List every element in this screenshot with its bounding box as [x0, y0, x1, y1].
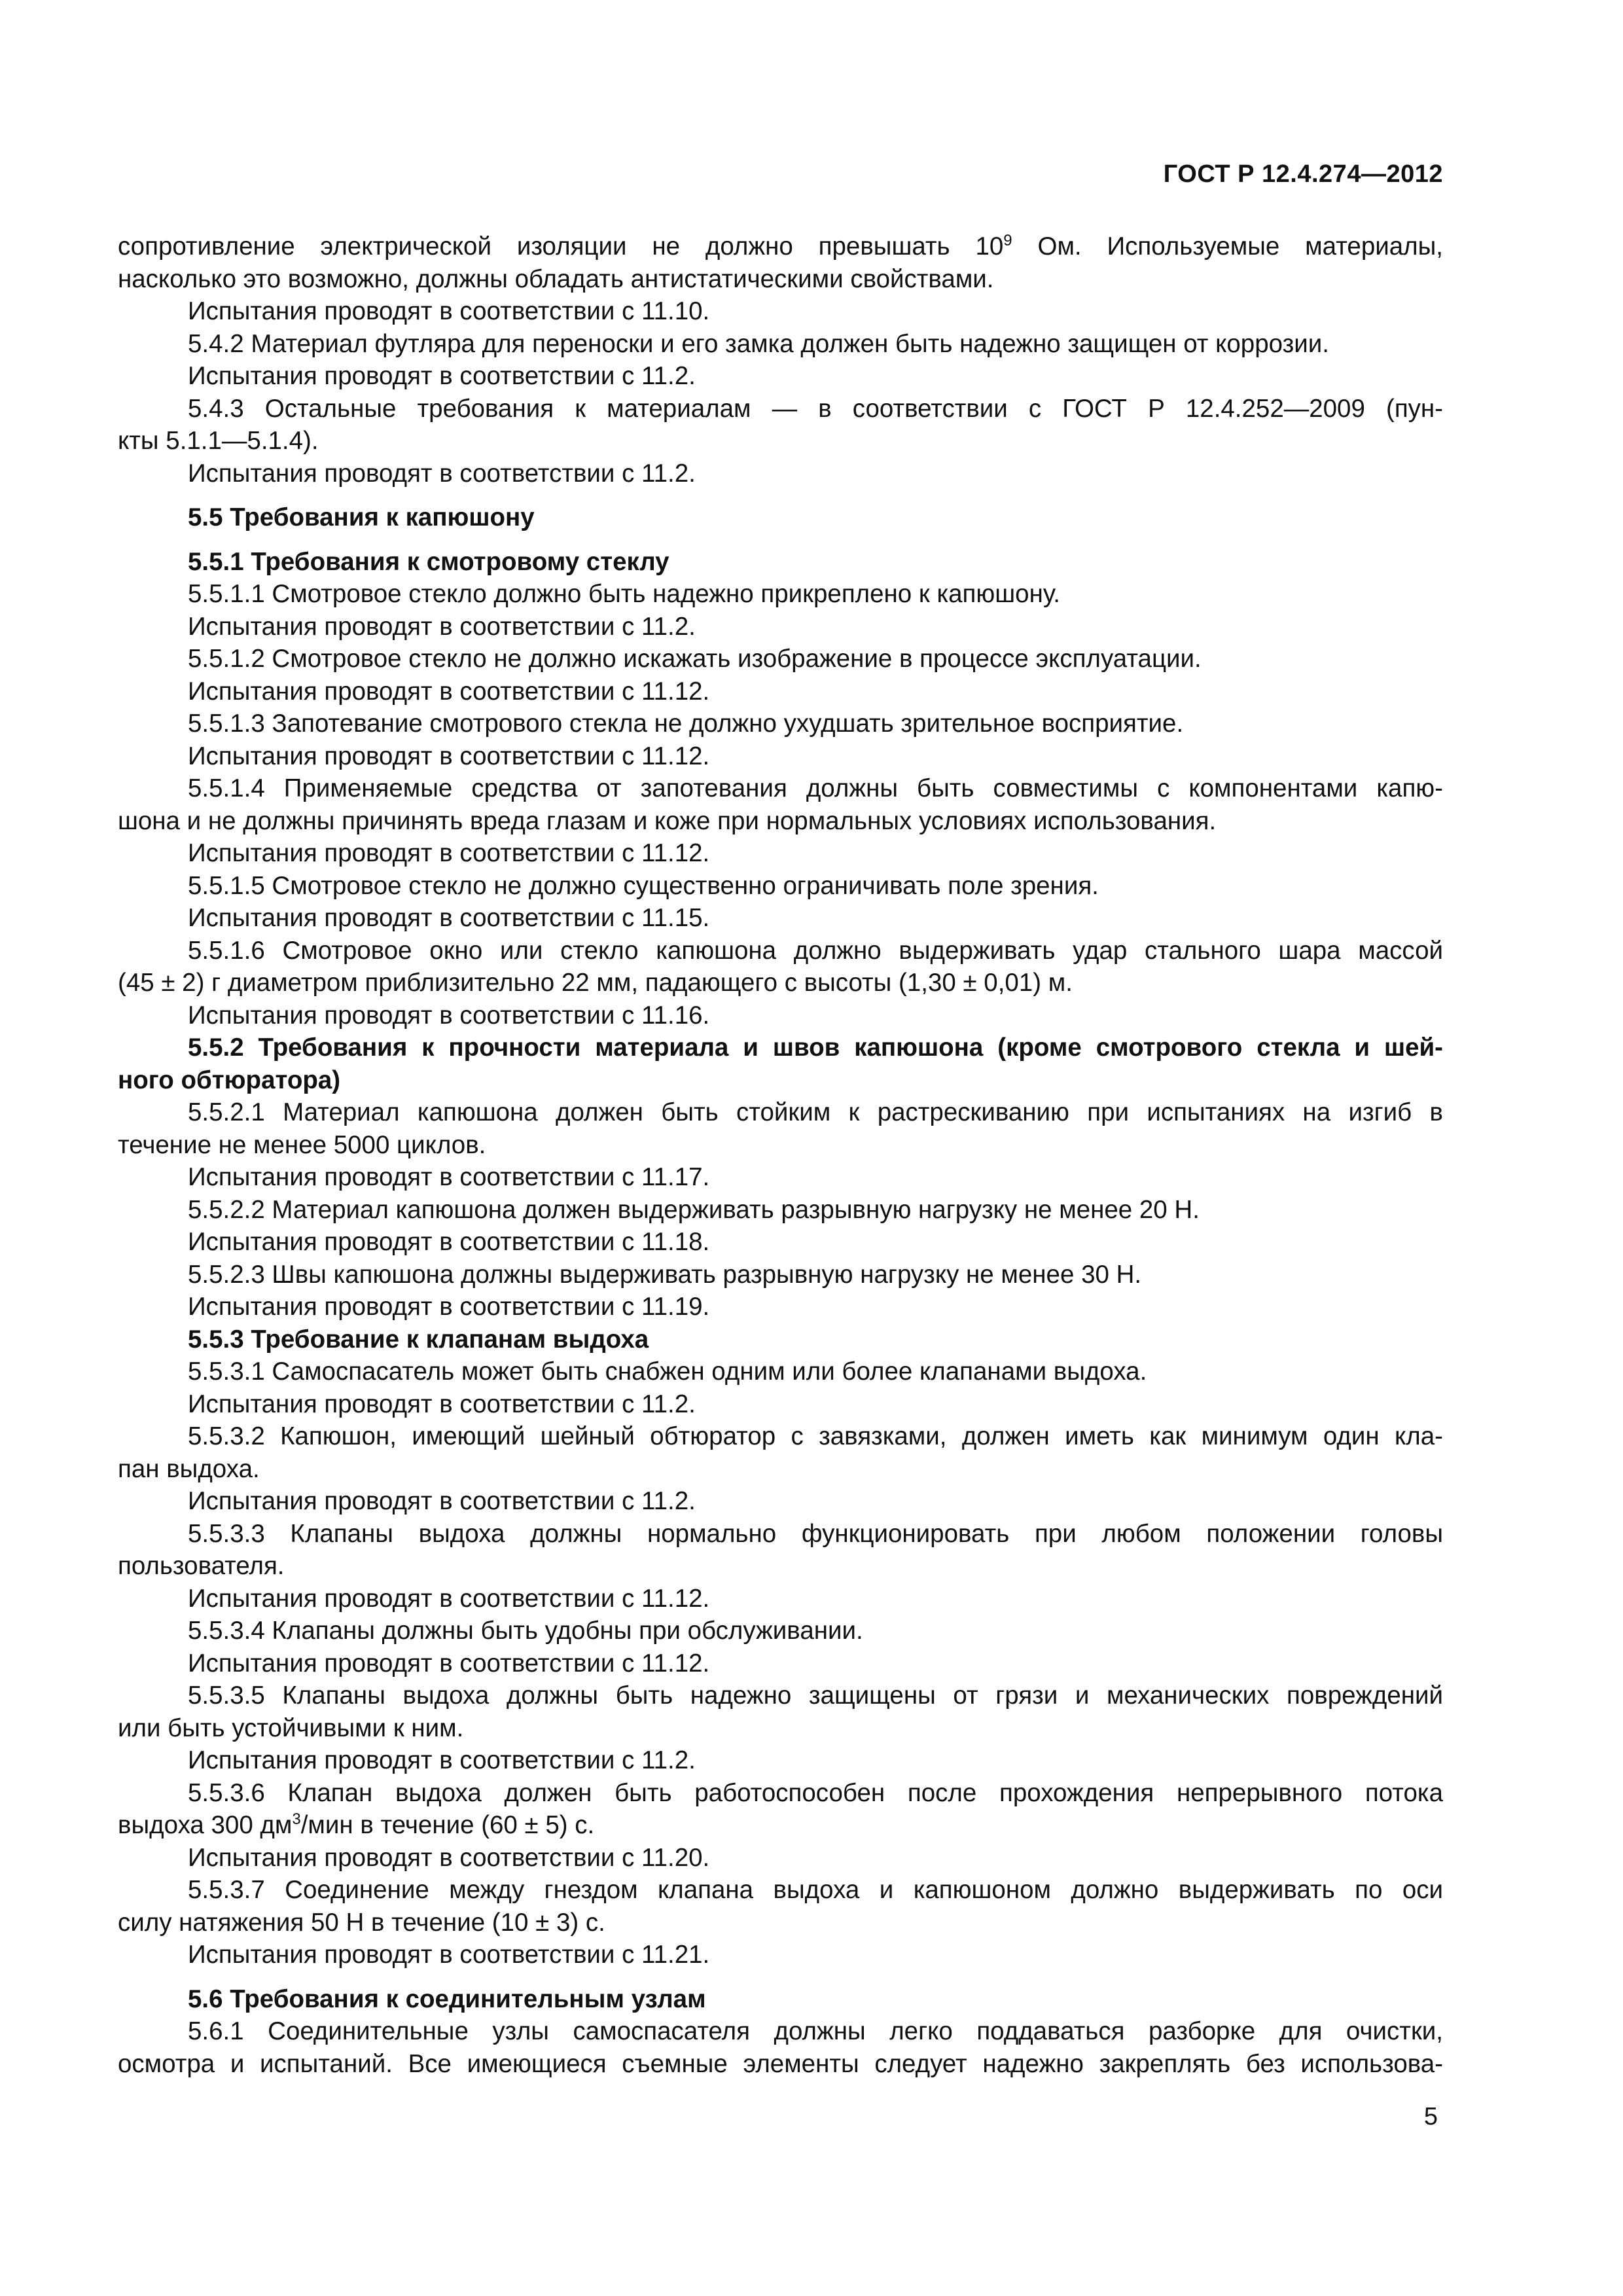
text-line: Испытания проводят в соответствии с 11.12.: [188, 839, 710, 867]
text-line: Испытания проводят в соответствии с 11.20.: [188, 1843, 710, 1872]
text-line: Испытания проводят в соответствии с 11.2.: [188, 362, 696, 390]
text-line: 5.5.2.3 Швы капюшона должны выдерживать разрывную нагрузку не менее 30 Н.: [188, 1260, 1142, 1289]
text-line: 5.5.1.5 Смотровое стекло не должно существенно ограничивать поле зрения.: [188, 871, 1099, 900]
text-line: Испытания проводят в соответствии с 11.21.: [188, 1941, 710, 1969]
text-fragment: выдоха 300 дм: [118, 1811, 293, 1839]
text-line: Испытания проводят в соответствии с 11.12.: [188, 1584, 710, 1613]
text-line: 5.5.2.1 Материал капюшона должен быть стойким к растрескиванию при испытаниях на изгиб в: [188, 1098, 1443, 1126]
text-line: пан выдоха.: [118, 1454, 260, 1483]
text-line: 5.5.3.1 Самоспасатель может быть снабжен одним или более клапанами выдоха.: [188, 1357, 1147, 1386]
text-line: (45 ± 2) г диаметром приблизительно 22 мм, падающего с высоты (1,30 ± 0,01) м.: [118, 969, 1073, 997]
text-line: 5.5.1.4 Применяемые средства от запотевания должны быть совместимы с компонентами капю-: [188, 774, 1443, 802]
text-line: 5.5.1.3 Запотевание смотрового стекла не должно ухудшать зрительное восприятие.: [188, 709, 1184, 738]
page-number: 5: [1423, 2103, 1438, 2130]
text-line: 5.5.1.1 Смотровое стекло должно быть надежно прикреплено к капюшону.: [188, 580, 1060, 608]
text-line: 5.4.3 Остальные требования к материалам — в соответствии с ГОСТ Р 12.4.252—2009 (пун-: [188, 394, 1443, 423]
text-line: 5.5.3.5 Клапаны выдоха должны быть надежно защищены от грязи и механических повреждений: [188, 1681, 1443, 1710]
section-heading: 5.6 Требования к соединительным узлам: [188, 1984, 706, 2013]
text-line: Испытания проводят в соответствии с 11.15.: [188, 904, 710, 932]
text-line: Испытания проводят в соответствии с 11.10.: [188, 297, 710, 325]
text-line: Испытания проводят в соответствии с 11.19.: [188, 1293, 710, 1321]
superscript: 3: [292, 1810, 301, 1829]
text-line: осмотра и испытаний. Все имеющиеся съемные элементы следует надежно закреплять без использова-: [118, 2049, 1443, 2078]
text-line: 5.5.3.2 Капюшон, имеющий шейный обтюратор с завязками, должен иметь как минимум один кла-: [188, 1422, 1443, 1450]
text-fragment: Ом. Используемые материалы,: [1012, 232, 1443, 260]
text-line: [118, 230, 1443, 263]
text-line: Испытания проводят в соответствии с 11.17.: [188, 1163, 710, 1191]
subsection-heading: 5.5.1 Требования к смотровому стеклу: [188, 547, 669, 576]
text-line: 5.4.2 Материал футляра для переноски и его замка должен быть надежно защищен от коррозии.: [188, 329, 1329, 358]
document-header-code: ГОСТ Р 12.4.274—2012: [1163, 160, 1443, 188]
text-line: 5.5.3.4 Клапаны должны быть удобны при обслуживании.: [188, 1617, 863, 1645]
text-line: Испытания проводят в соответствии с 11.2.: [188, 612, 696, 641]
text-line: 5.6.1 Соединительные узлы самоспасателя должны легко поддаваться разборке для очистки,: [188, 2017, 1443, 2045]
text-fragment: сопротивление электрической изоляции не должно превышать 10: [118, 232, 1004, 260]
text-line: насколько это возможно, должны обладать антистатическими свойствами.: [118, 264, 994, 293]
text-line: Испытания проводят в соответствии с 11.12.: [188, 742, 710, 770]
subsection-heading-cont: ного обтюратора): [118, 1066, 341, 1094]
text-line: [118, 1809, 1443, 1842]
text-line: 5.5.2.2 Материал капюшона должен выдерживать разрывную нагрузку не менее 20 Н.: [188, 1195, 1200, 1224]
text-line: течение не менее 5000 циклов.: [118, 1130, 486, 1159]
text-line: Испытания проводят в соответствии с 11.18.: [188, 1228, 710, 1256]
section-heading: 5.5 Требования к капюшону: [188, 503, 535, 531]
text-line: силу натяжения 50 Н в течение (10 ± 3) с.: [118, 1908, 605, 1937]
text-line: Испытания проводят в соответствии с 11.12.: [188, 1649, 710, 1677]
text-line: 5.5.3.7 Соединение между гнездом клапана выдоха и капюшоном должно выдерживать по оси: [188, 1876, 1443, 1904]
text-line: кты 5.1.1—5.1.4).: [118, 427, 319, 455]
text-line: 5.5.1.6 Смотровое окно или стекло капюшона должно выдерживать удар стального шара массой: [188, 936, 1443, 965]
body-text: [118, 230, 1443, 2080]
text-fragment: /мин в течение (60 ± 5) с.: [300, 1811, 595, 1839]
text-line: Испытания проводят в соответствии с 11.2.: [188, 1746, 696, 1774]
subsection-heading: 5.5.3 Требование к клапанам выдоха: [188, 1325, 649, 1354]
text-line: 5.5.3.3 Клапаны выдоха должны нормально функционировать при любом положении головы: [188, 1519, 1443, 1548]
text-line: 5.5.1.2 Смотровое стекло не должно искажать изображение в процессе эксплуатации.: [188, 645, 1202, 673]
text-line: Испытания проводят в соответствии с 11.2.: [188, 1390, 696, 1418]
text-line: или быть устойчивыми к ним.: [118, 1713, 464, 1742]
text-line: 5.5.3.6 Клапан выдоха должен быть работоспособен после прохождения непрерывного потока: [188, 1778, 1443, 1807]
superscript: 9: [1003, 232, 1012, 250]
text-line: Испытания проводят в соответствии с 11.2.: [188, 459, 696, 488]
text-line: Испытания проводят в соответствии с 11.2.: [188, 1487, 696, 1515]
text-line: пользователя.: [118, 1552, 285, 1580]
text-line: Испытания проводят в соответствии с 11.12.: [188, 677, 710, 706]
text-line: шона и не должны причинять вреда глазам и коже при нормальных условиях использования.: [118, 806, 1217, 835]
subsection-heading: 5.5.2 Требования к прочности материала и швов капюшона (кроме смотрового стекла и шей-: [188, 1033, 1443, 1062]
text-line: Испытания проводят в соответствии с 11.16.: [188, 1001, 710, 1030]
